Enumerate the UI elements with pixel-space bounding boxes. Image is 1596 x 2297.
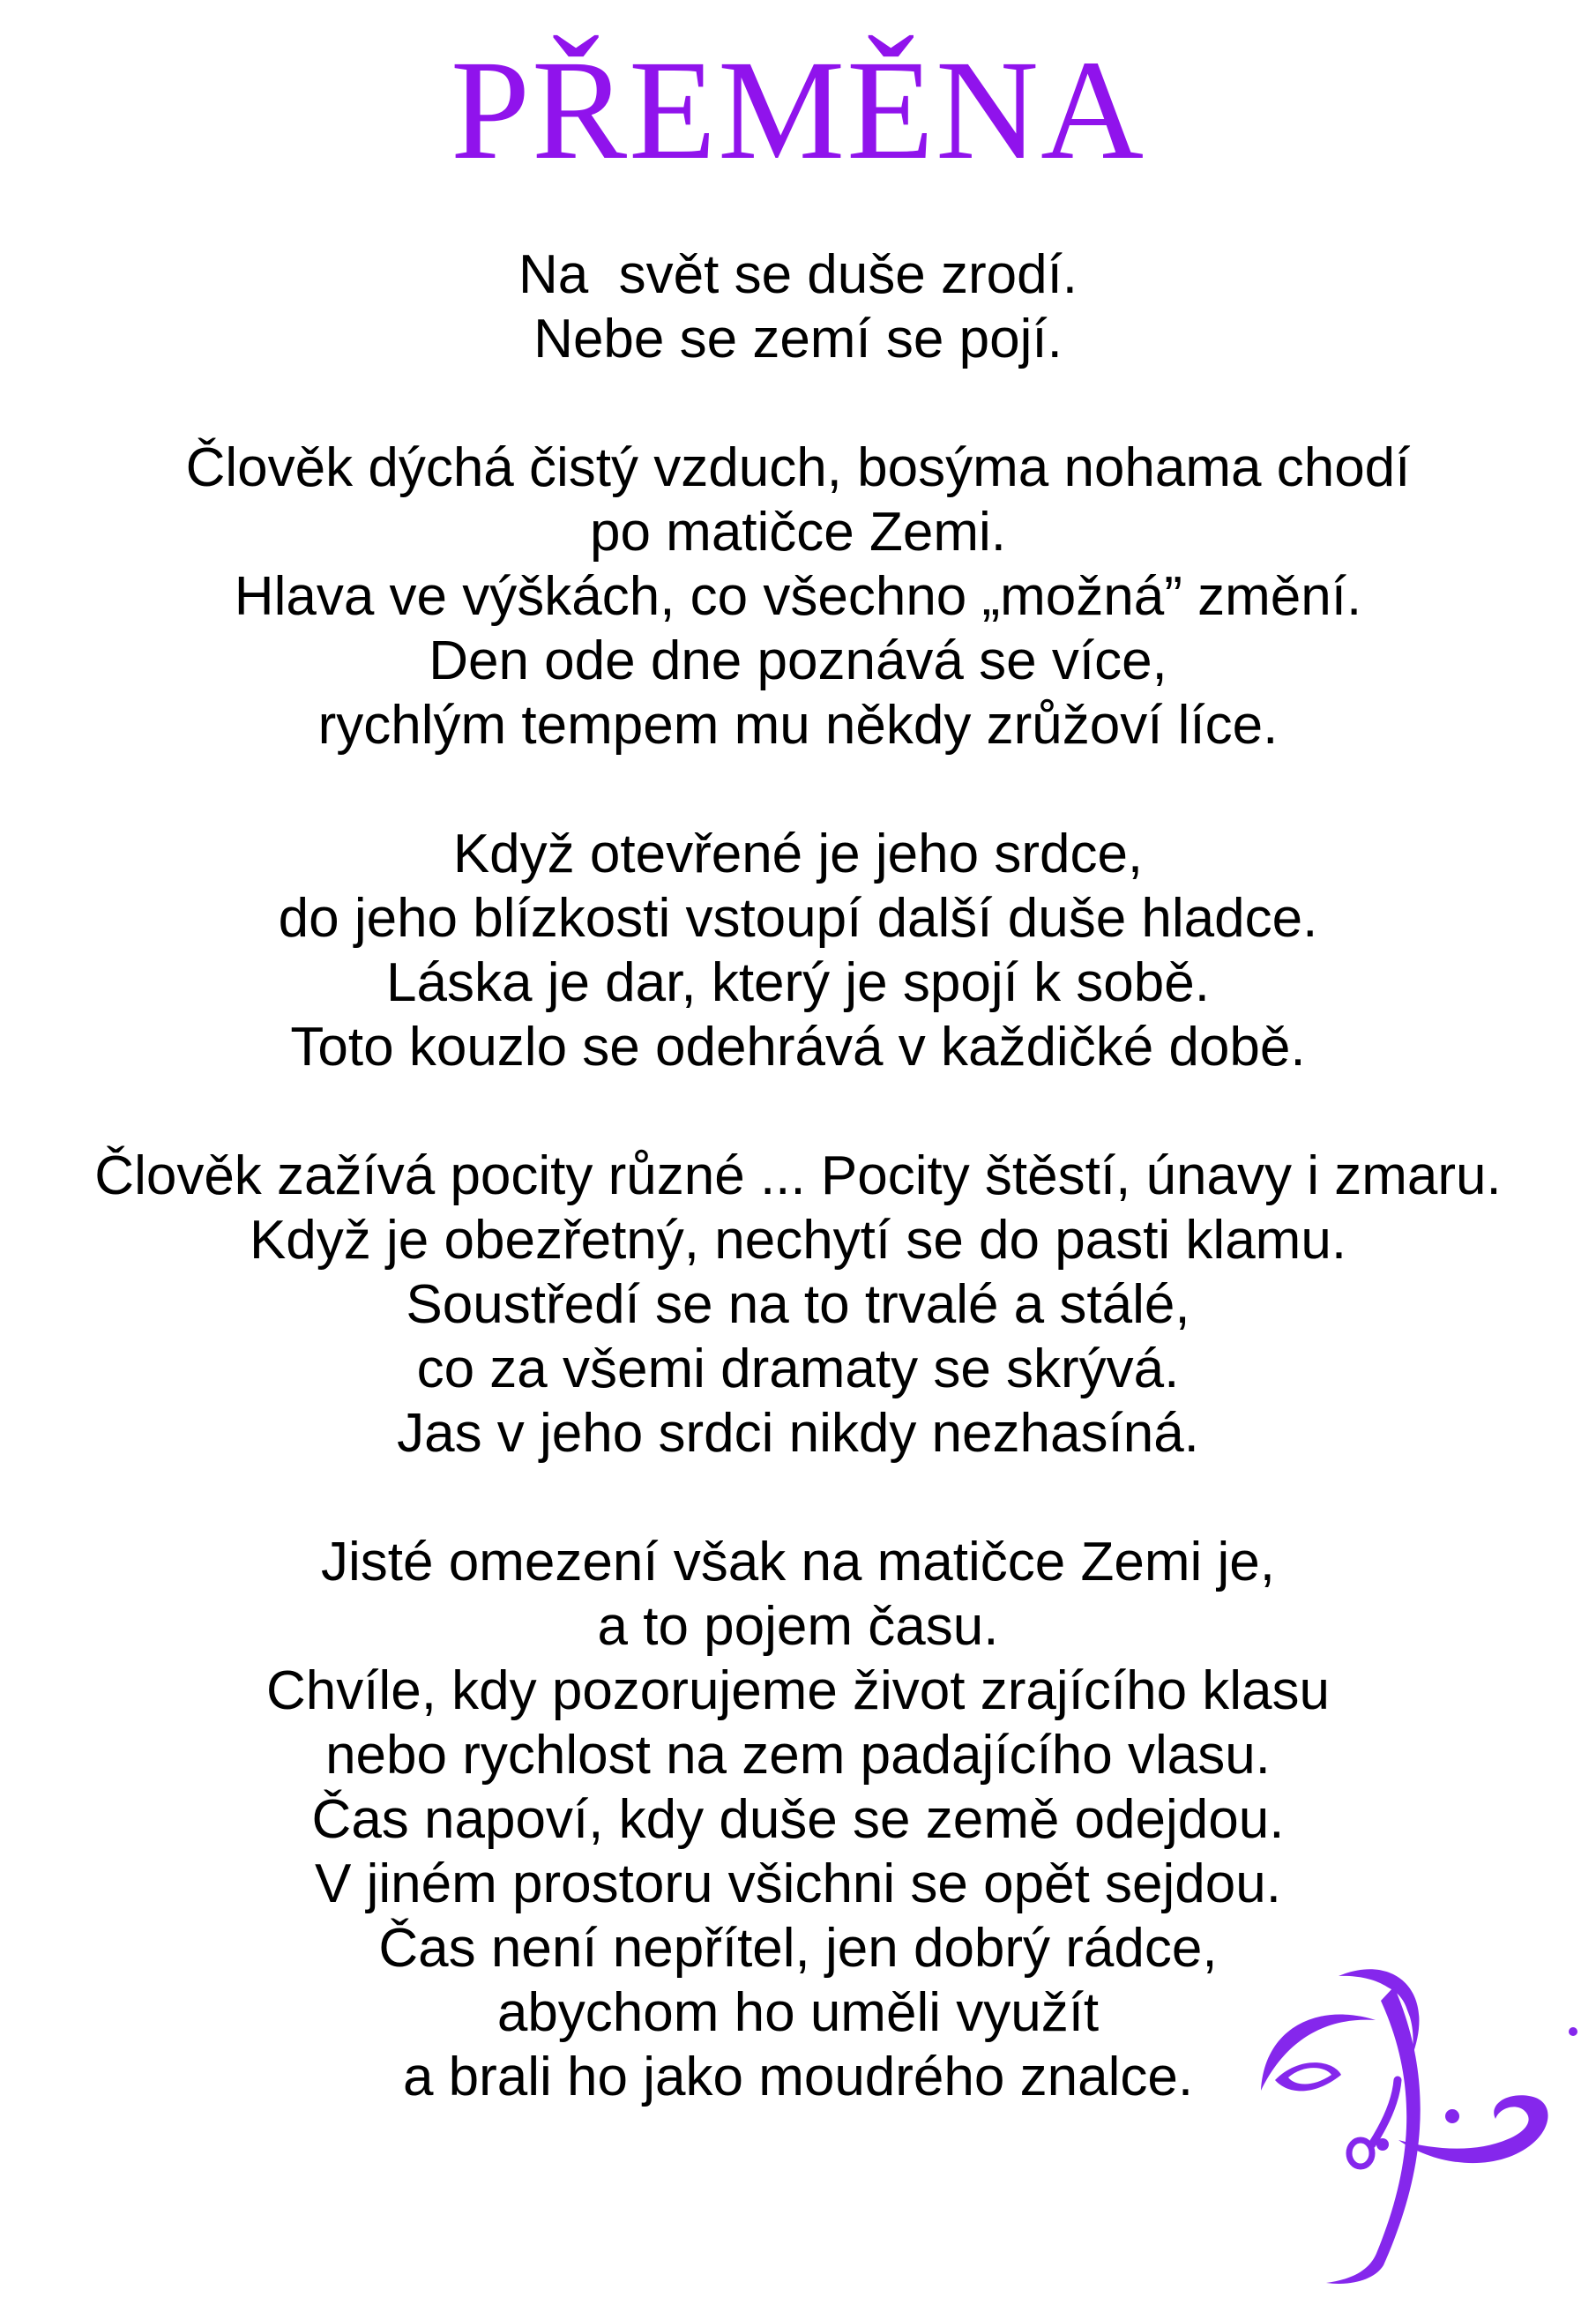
- poem-line: Jisté omezení však na matičce Zemi je,: [321, 1532, 1275, 1592]
- poem-line: Jas v jeho srdci nikdy nezhasíná.: [397, 1403, 1199, 1464]
- poem-line: Když otevřené je jeho srdce,: [452, 824, 1144, 884]
- stanza: [0, 242, 1596, 371]
- poem-line: Chvíle, kdy pozorujeme život zrajícího klasu: [265, 1660, 1331, 1721]
- poem-line: V jiném prostoru všichni se opět sejdou.: [315, 1853, 1281, 1914]
- poem-line: Den ode dne poznává se více,: [429, 630, 1167, 691]
- poem-line: Toto kouzlo se odehrává v každičké době.: [290, 1017, 1306, 1078]
- poem-line: Člověk zažívá pocity různé ... Pocity štěstí, únavy i zmaru.: [94, 1145, 1502, 1206]
- poem-line: nebo rychlost na zem padajícího vlasu.: [325, 1725, 1271, 1786]
- poem-body: [0, 242, 1596, 2109]
- stanza: [0, 436, 1596, 757]
- poem-line: Člověk dýchá čistý vzduch, bosýma nohama chodí: [185, 437, 1411, 498]
- poem-line: rychlým tempem mu někdy zrůžoví líce.: [317, 695, 1279, 756]
- poem-line: po matičce Zemi.: [589, 502, 1007, 563]
- poem-line: Na svět se duše zrodí.: [518, 244, 1078, 305]
- stanza: [0, 822, 1596, 1079]
- poem-line: Když je obezřetný, nechytí se do pasti klamu.: [249, 1210, 1347, 1271]
- poem-line: a brali ho jako moudrého znalce.: [402, 2047, 1194, 2107]
- poem-line: Soustředí se na to trvalé a stálé,: [406, 1274, 1190, 1335]
- poem-line: Láska je dar, který je spojí k sobě.: [386, 952, 1210, 1013]
- poem-title: PŘEMĚNA: [450, 32, 1146, 190]
- poem-line: Čas není nepřítel, jen dobrý rádce,: [378, 1918, 1218, 1979]
- poem-line: Hlava ve výškách, co všechno „možná” změní.: [234, 566, 1362, 627]
- poem-line: co za všemi dramaty se skrývá.: [416, 1339, 1180, 1399]
- stanza: [0, 1144, 1596, 1465]
- calligraphic-flourish-icon: [1208, 1877, 1587, 2292]
- poem-line: do jeho blízkosti vstoupí další duše hladce.: [278, 888, 1318, 949]
- poem-line: abychom ho uměli využít: [496, 1982, 1100, 2043]
- poem-line: Čas napoví, kdy duše se země odejdou.: [311, 1789, 1285, 1850]
- poem-line: Nebe se zemí se pojí.: [533, 309, 1063, 369]
- poem-line: a to pojem času.: [597, 1596, 999, 1657]
